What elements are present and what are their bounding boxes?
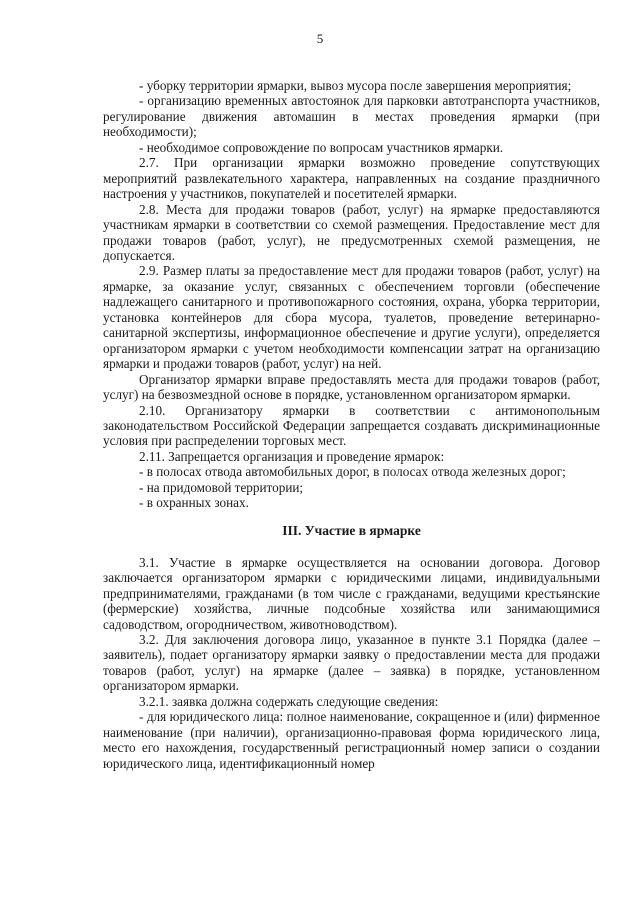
paragraph: - уборку территории ярмарки, вывоз мусора после завершения мероприятия;	[139, 78, 572, 93]
paragraph: 2.7. При организации ярмарки возможно проведение сопутствующих мероприятий развлекательного характера, направленных на создание праздничного настроения у участников, покупателей и посетителей ярмарки.	[103, 155, 600, 202]
section-heading-wrap	[103, 511, 600, 555]
paragraph: - для юридического лица: полное наименование, сокращенное и (или) фирменное наименование (при наличии), организационно-правовая форма юридического лица, место его нахождения, государственный регистрационный номер записи о создании юридического лица, идентификационный номер	[103, 709, 600, 771]
paragraph: 2.8. Места для продажи товаров (работ, услуг) на ярмарке предоставляются участникам ярмарки в соответствии со схемой размещения. Предоставление мест для продажи товаров (работ, услуг), не предусмотренных схемой размещения, не допускается.	[103, 201, 600, 263]
paragraph: 3.2. Для заключения договора лицо, указанное в пункте 3.1 Порядка (далее – заявитель), подает организатору ярмарки заявку о предоставлении места для продажи товаров (работ, услуг) на ярмарке (далее – заявка) в порядке, установленном организатором ярмарки.	[103, 631, 600, 694]
page-number: 5	[316, 31, 324, 46]
section-heading: III. Участие в ярмарке	[282, 522, 421, 538]
paragraph: - на придомовой территории;	[139, 479, 304, 495]
document-body	[103, 78, 600, 771]
paragraph: 3.2.1. заявка должна содержать следующие сведения:	[139, 693, 439, 709]
paragraph: - необходимое сопровождение по вопросам участников ярмарки.	[139, 139, 504, 155]
paragraph: 3.1. Участие в ярмарке осуществляется на основании договора. Договор заключается организатором ярмарки с юридическими лицами, индивидуальными предпринимателями, гражданами (в том числе с гражданами, ведущими крестьянские (фермерские) хозяйства, личные подсобные хозяйства или занимающимися садоводством, огородничеством, животноводством).	[103, 554, 600, 632]
paragraph: - в полосах отвода автомобильных дорог, в полосах отвода железных дорог;	[139, 464, 566, 480]
paragraph: 2.11. Запрещается организация и проведение ярмарок:	[139, 448, 445, 464]
paragraph: - организацию временных автостоянок для парковки автотранспорта участников, регулирование движения автомашин в местах проведения ярмарки (при необходимости);	[103, 93, 600, 140]
paragraph: Организатор ярмарки вправе предоставлять места для продажи товаров (работ, услуг) на безвозмездной основе в порядке, установленном организатором ярмарки.	[103, 371, 600, 403]
paragraph: 2.10. Организатору ярмарки в соответствии с антимонопольным законодательством Российской Федерации запрещается создавать дискриминационные условия при распределении торговых мест.	[103, 402, 600, 449]
paragraph: 2.9. Размер платы за предоставление мест для продажи товаров (работ, услуг) на ярмарке, за оказание услуг, связанных с обеспечением торговли (обеспечение надлежащего санитарного и противопожарного состояния, охрана, уборка территории, установка контейнеров для сбора мусора, туалетов, проведение ветеринарно-санитарной экспертизы, информационное обеспечение и другие услуги), определяется организатором ярмарки с учетом необходимости компенсации затрат на организацию ярмарки и продажи товаров (работ, услуг) на ней.	[103, 263, 600, 372]
paragraph: - в охранных зонах.	[139, 495, 249, 511]
